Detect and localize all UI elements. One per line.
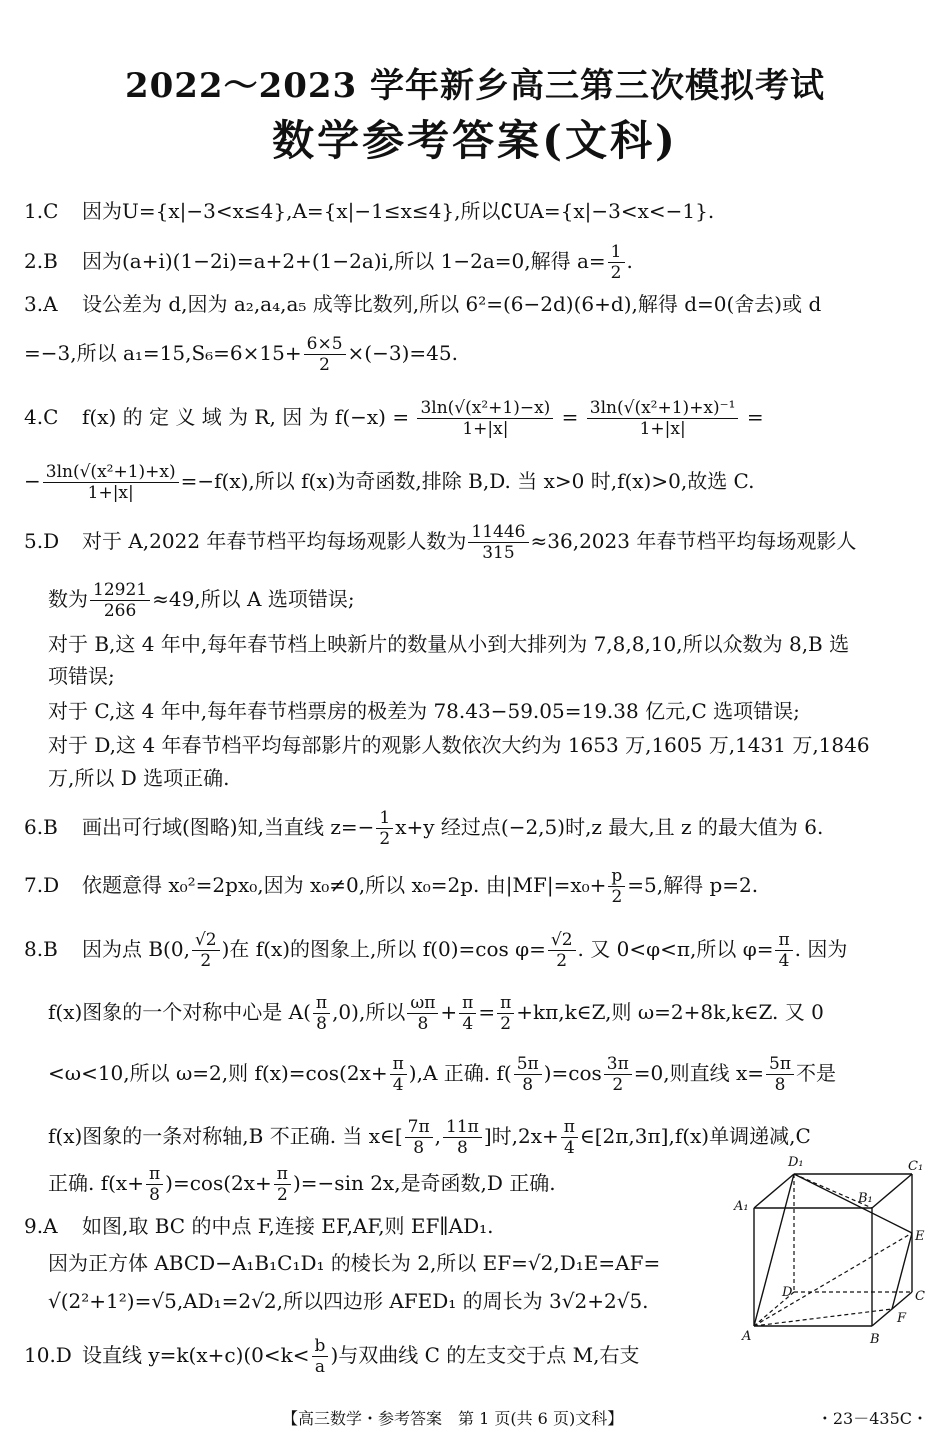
fraction: $\frac{\pi}{2}$: [497, 993, 514, 1034]
fraction: $\frac{\pi}{4}$: [775, 930, 792, 971]
fraction: $\frac{\text{3ln(√(x²+1)+x)⁻¹}}{1+|x|}$: [587, 398, 739, 439]
fraction: $\frac{\pi}{4}$: [561, 1117, 578, 1158]
answer-text: =−f(x),所以 f(x)为奇函数,排除 B,D. 当 x>0 时,f(x)>0,故选 C.: [180, 469, 755, 493]
answer-9-line2: 因为正方体 ABCD−A₁B₁C₁D₁ 的棱长为 2,所以 EF=√2,D₁E=AF=: [48, 1251, 661, 1275]
answer-number: 3.A: [24, 292, 58, 316]
fraction: $\frac{11446}{315}$: [468, 522, 528, 563]
text-segment: 正确. f(x+: [48, 1171, 144, 1195]
text-segment: )=cos(2x+: [165, 1171, 272, 1195]
cube-figure: [732, 1150, 932, 1350]
answer-number: 1.C: [24, 199, 59, 223]
answer-text: 如图,取 BC 的中点 F,连接 EF,AF,则 EF∥AD₁.: [82, 1214, 494, 1238]
fraction: $\frac{1}{2}$: [376, 808, 393, 849]
fraction: $\frac{\text{3ln(√(x²+1)−x)}}{1+|x|}$: [417, 398, 553, 439]
fraction: $\frac{\pi}{4}$: [390, 1054, 407, 1095]
fraction: $\frac{6\times 5}{2}$: [304, 334, 346, 375]
text-segment: ∈[2π,3π],f(x)单调递减,C: [579, 1124, 811, 1148]
fraction: $\frac{√2}{2}$: [548, 930, 576, 971]
fraction: $\frac{b}{a}$: [312, 1336, 329, 1377]
text-segment: )=cos: [543, 1061, 602, 1085]
text-segment: f(x)图象的一条对称轴,B 不正确. 当 x∈[: [48, 1124, 403, 1148]
text-segment: )在 f(x)的图象上,所以 f(0)=cos φ=: [221, 937, 546, 961]
text-segment: ),A 正确. f(: [408, 1061, 512, 1085]
text-segment: =0,则直线 x=: [633, 1061, 764, 1085]
footer-code: ・23－435C・: [816, 1409, 928, 1428]
answer-text: 因为(a+i)(1−2i)=a+2+(1−2a)i,所以 1−2a=0,解得 a=: [82, 249, 606, 273]
answer-7: [24, 866, 929, 907]
answer-text: [48, 993, 824, 1034]
answer-tail: .: [626, 249, 633, 273]
answer-number: 10.D: [24, 1343, 72, 1367]
minus-sign: −: [24, 469, 41, 493]
label-c: C: [915, 1289, 925, 1304]
fraction: $\frac{7\pi}{8}$: [405, 1117, 433, 1158]
answer-3: [24, 290, 929, 318]
fraction: $\frac{1}{2}$: [608, 242, 625, 283]
label-c1: C₁: [908, 1159, 924, 1174]
label-d: D: [782, 1285, 793, 1300]
label-a: A: [742, 1329, 752, 1344]
answer-number: 8.B: [24, 937, 58, 961]
answer-9-line3: √(2²+1²)=√5,AD₁=2√2,所以四边形 AFED₁ 的周长为 3√2+2√5.: [48, 1289, 649, 1313]
answer-text: ≈36,2023 年春节档平均每场观影人: [530, 529, 857, 553]
equals: =: [746, 405, 764, 429]
footer-center: 【高三数学・参考答案 第 1 页(共 6 页)文科】: [282, 1409, 624, 1428]
answer-number: 4.C: [24, 405, 59, 429]
answer-3-line2: [24, 334, 929, 375]
answer-text: [48, 1054, 836, 1095]
text-segment: ,0),所以: [332, 1000, 406, 1024]
answer-8-line2: [48, 993, 950, 1034]
answer-text: [48, 1117, 811, 1158]
fraction: $\frac{11\pi}{8}$: [443, 1117, 482, 1158]
answer-5-line7: 万,所以 D 选项正确.: [48, 766, 230, 790]
equals: =: [561, 405, 579, 429]
label-d1: D₁: [788, 1155, 804, 1170]
answer-text: [48, 1164, 556, 1205]
answer-number: 7.D: [24, 873, 60, 897]
answer-5-line3: 对于 B,这 4 年中,每年春节档上映新片的数量从小到大排列为 7,8,8,10,所以众数为 8,B 选: [48, 632, 850, 656]
fraction: $\frac{\text{3ln(√(x²+1)+x)}}{1+|x|}$: [43, 462, 179, 503]
answer-8-line3: [48, 1054, 950, 1095]
answer-text: )与双曲线 C 的左支交于点 M,右支: [330, 1343, 640, 1367]
label-f: F: [897, 1311, 907, 1326]
answer-6: [24, 808, 929, 849]
answer-number: 9.A: [24, 1214, 58, 1238]
answer-5-line5: 对于 C,这 4 年中,每年春节档票房的极差为 78.43−59.05=19.38 亿元,C 选项错误;: [48, 699, 800, 723]
answer-4: [24, 398, 929, 439]
label-b: B: [870, 1332, 880, 1347]
fraction: $\frac{\pi}{4}$: [459, 993, 476, 1034]
fraction: $\frac{3\pi}{2}$: [604, 1054, 632, 1095]
fraction: $\frac{12921}{266}$: [90, 580, 150, 621]
text-segment: +kπ,k∈Z,则 ω=2+8k,k∈Z. 又 0: [516, 1000, 824, 1024]
answer-number: 2.B: [24, 249, 58, 273]
text-segment: ]时,2x+: [483, 1124, 559, 1148]
answer-5: [24, 522, 929, 563]
fraction: $\frac{p}{2}$: [608, 866, 625, 907]
label-a1: A₁: [734, 1199, 749, 1214]
text-segment: +: [440, 1000, 458, 1024]
answer-number: 6.B: [24, 815, 58, 839]
answer-text: 画出可行域(图略)知,当直线 z=−: [82, 815, 375, 839]
answer-8-line1: [82, 930, 848, 971]
label-e: E: [915, 1229, 925, 1244]
text-segment: 不是: [796, 1061, 836, 1085]
answer-number: 5.D: [24, 529, 60, 553]
answer-2: [24, 242, 929, 283]
text-segment: )=−sin 2x,是奇函数,D 正确.: [292, 1171, 556, 1195]
title-line2: 数学参考答案(文科): [272, 116, 678, 165]
answer-text: 设直线 y=k(x+c)(0<k<: [82, 1343, 310, 1367]
label-b1: B₁: [858, 1191, 873, 1206]
answer-text: 数为: [48, 587, 88, 611]
text-segment: =: [478, 1000, 496, 1024]
answer-text: x+y 经过点(−2,5)时,z 最大,且 z 的最大值为 6.: [395, 815, 824, 839]
fraction: $\frac{5\pi}{8}$: [766, 1054, 794, 1095]
fraction: $\frac{\pi}{8}$: [146, 1164, 163, 1205]
fraction: $\frac{\pi}{8}$: [313, 993, 330, 1034]
answer-8: [24, 930, 929, 971]
answer-text: 因为U={x|−3<x≤4},A={x|−1≤x≤4},所以∁UA={x|−3<x<−1}.: [82, 199, 715, 223]
fraction: $\frac{\omega\pi}{8}$: [407, 993, 438, 1034]
answer-text: 设公差为 d,因为 a₂,a₄,a₅ 成等比数列,所以 6²=(6−2d)(6+d),解得 d=0(舍去)或 d: [82, 292, 822, 316]
answer-5-line6: 对于 D,这 4 年春节档平均每部影片的观影人数依次大约为 1653 万,1605 万,1431 万,1846: [48, 733, 870, 757]
fraction: $\frac{5\pi}{8}$: [514, 1054, 542, 1095]
fraction: $\frac{√2}{2}$: [192, 930, 220, 971]
answer-text: =5,解得 p=2.: [627, 873, 759, 897]
fraction: $\frac{\pi}{2}$: [274, 1164, 291, 1205]
answer-text: 对于 A,2022 年春节档平均每场观影人数为: [82, 529, 467, 553]
answer-text: ≈49,所以 A 选项错误;: [152, 587, 355, 611]
answer-5-line2: [48, 580, 950, 621]
answer-4-line2: [24, 462, 929, 503]
text-segment: ,: [434, 1124, 442, 1148]
text-segment: . 因为: [794, 937, 848, 961]
answer-text: 依题意得 x₀²=2px₀,因为 x₀≠0,所以 x₀=2p. 由|MF|=x₀+: [82, 873, 607, 897]
text-segment: 因为点 B(0,: [82, 937, 190, 961]
answer-text: f(x) 的 定 义 域 为 R, 因 为 f(−x) =: [82, 405, 410, 429]
answer-text: =−3,所以 a₁=15,S₆=6×15+: [24, 341, 302, 365]
text-segment: f(x)图象的一个对称中心是 A(: [48, 1000, 311, 1024]
answer-5-line4: 项错误;: [48, 664, 115, 688]
title-line1: 2022～2023 学年新乡高三第三次模拟考试: [124, 66, 826, 106]
answer-text: ×(−3)=45.: [347, 341, 458, 365]
answer-1: [24, 197, 929, 225]
text-segment: <ω<10,所以 ω=2,则 f(x)=cos(2x+: [48, 1061, 388, 1085]
text-segment: . 又 0<φ<π,所以 φ=: [577, 937, 774, 961]
